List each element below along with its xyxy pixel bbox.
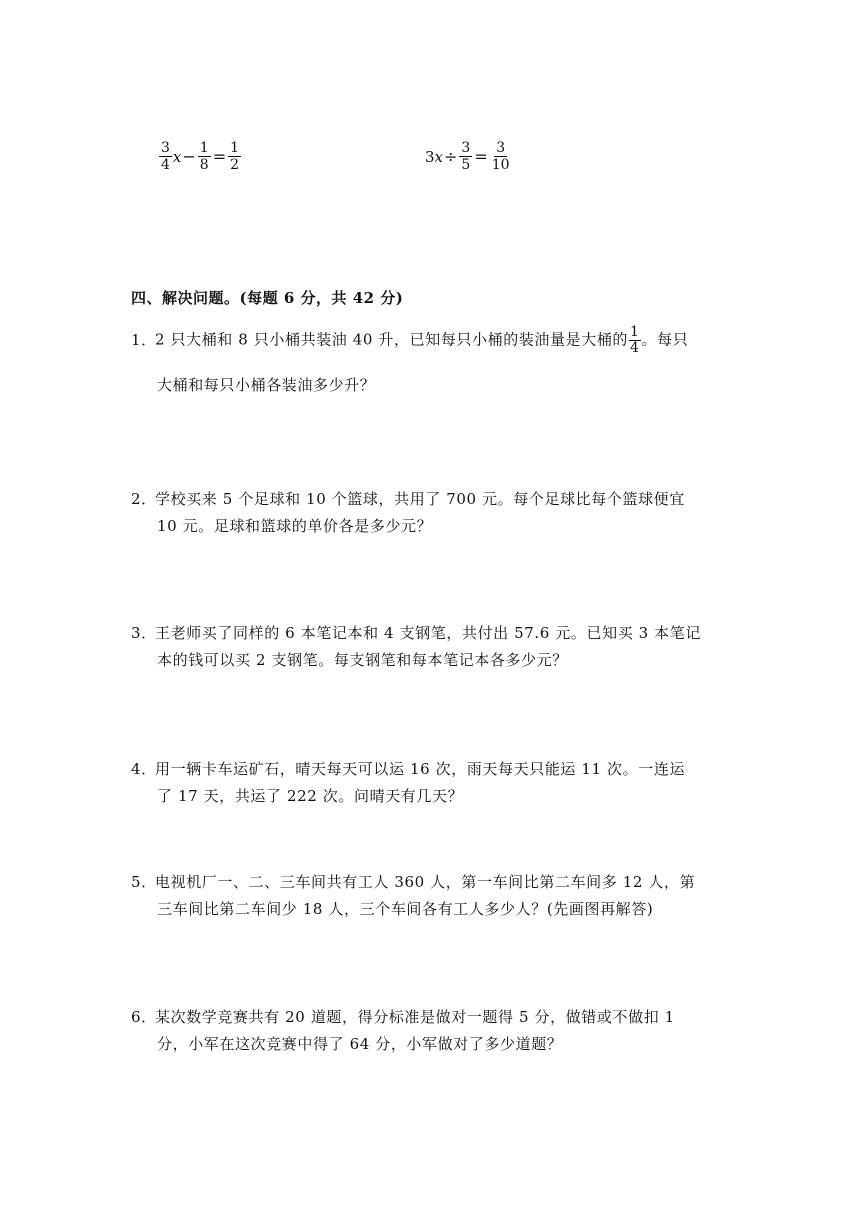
operator: = xyxy=(212,147,227,166)
operator: ÷ xyxy=(444,147,458,166)
problem-line-1: 6．某次数学竞赛共有 20 道题，得分标准是做对一题得 5 分，做错或不做扣 1 xyxy=(131,1004,731,1031)
problem-line-1: 5．电视机厂一、二、三车间共有工人 360 人，第一车间比第二车间多 12 人，第 xyxy=(131,869,731,896)
problem-line-1: 3．王老师买了同样的 6 本笔记本和 4 支钢笔，共付出 57.6 元。已知买 3 本笔记 xyxy=(131,620,731,647)
fraction: $\frac{3}{5}$ xyxy=(461,140,471,173)
fraction: $\frac{1}{8}$ xyxy=(199,140,209,173)
variable: x xyxy=(172,147,182,166)
problem-line-2: 大桶和每只小桶各装油多少升？ xyxy=(157,376,376,394)
operator: = xyxy=(474,147,488,166)
problem-4 xyxy=(131,756,731,810)
section-title: 四、解决问题。(每题 6 分，共 42 分) xyxy=(131,289,404,307)
problem-6 xyxy=(131,1004,731,1058)
variable: x xyxy=(434,147,444,166)
problem-line-2: 分，小军在这次竞赛中得了 64 分，小军做对了多少道题？ xyxy=(157,1035,563,1053)
problem-line-1: 4．用一辆卡车运矿石，晴天每天可以运 16 次，雨天每天只能运 11 次。一连运 xyxy=(131,756,731,783)
fraction: $\frac{3}{4}$ xyxy=(161,140,170,173)
problem-line-1: 2．学校买来 5 个足球和 10 个篮球，共用了 700 元。每个足球比每个篮球便宜 xyxy=(131,486,731,513)
operator: − xyxy=(182,147,196,166)
problem-line-2: 了 17 天，共运了 222 次。问晴天有几天？ xyxy=(157,787,464,805)
problem-5 xyxy=(131,869,731,923)
problem-3 xyxy=(131,620,731,674)
fraction: $\frac{1}{4}$ xyxy=(630,324,640,356)
problem-1 xyxy=(131,325,731,399)
problem-number: 5． xyxy=(131,873,157,891)
problem-line-2: 本的钱可以买 2 支钢笔。每支钢笔和每本笔记本各多少元？ xyxy=(157,651,568,669)
fraction: $\frac{3}{10}$ xyxy=(491,140,510,173)
equation-1 xyxy=(158,140,242,173)
problem-number: 6． xyxy=(131,1008,157,1026)
fraction: $\frac{1}{2}$ xyxy=(230,140,240,173)
coefficient: 3 xyxy=(425,147,435,166)
problem-number: 1． xyxy=(131,330,157,349)
problem-number: 4． xyxy=(131,760,157,778)
problem-number: 3． xyxy=(131,624,157,642)
problem-2 xyxy=(131,486,731,540)
problem-line-2: 三车间比第二车间少 18 人，三个车间各有工人多少人？(先画图再解答) xyxy=(157,900,654,918)
problem-line-1: 1．2 只大桶和 8 只小桶共装油 40 升，已知每只小桶的装油量是大桶的 $\frac{1}{4}$ 。每只 xyxy=(131,324,689,356)
problem-line-2: 10 元。足球和篮球的单价各是多少元？ xyxy=(157,517,433,535)
equation-2 xyxy=(425,140,513,173)
problem-number: 2． xyxy=(131,490,157,508)
